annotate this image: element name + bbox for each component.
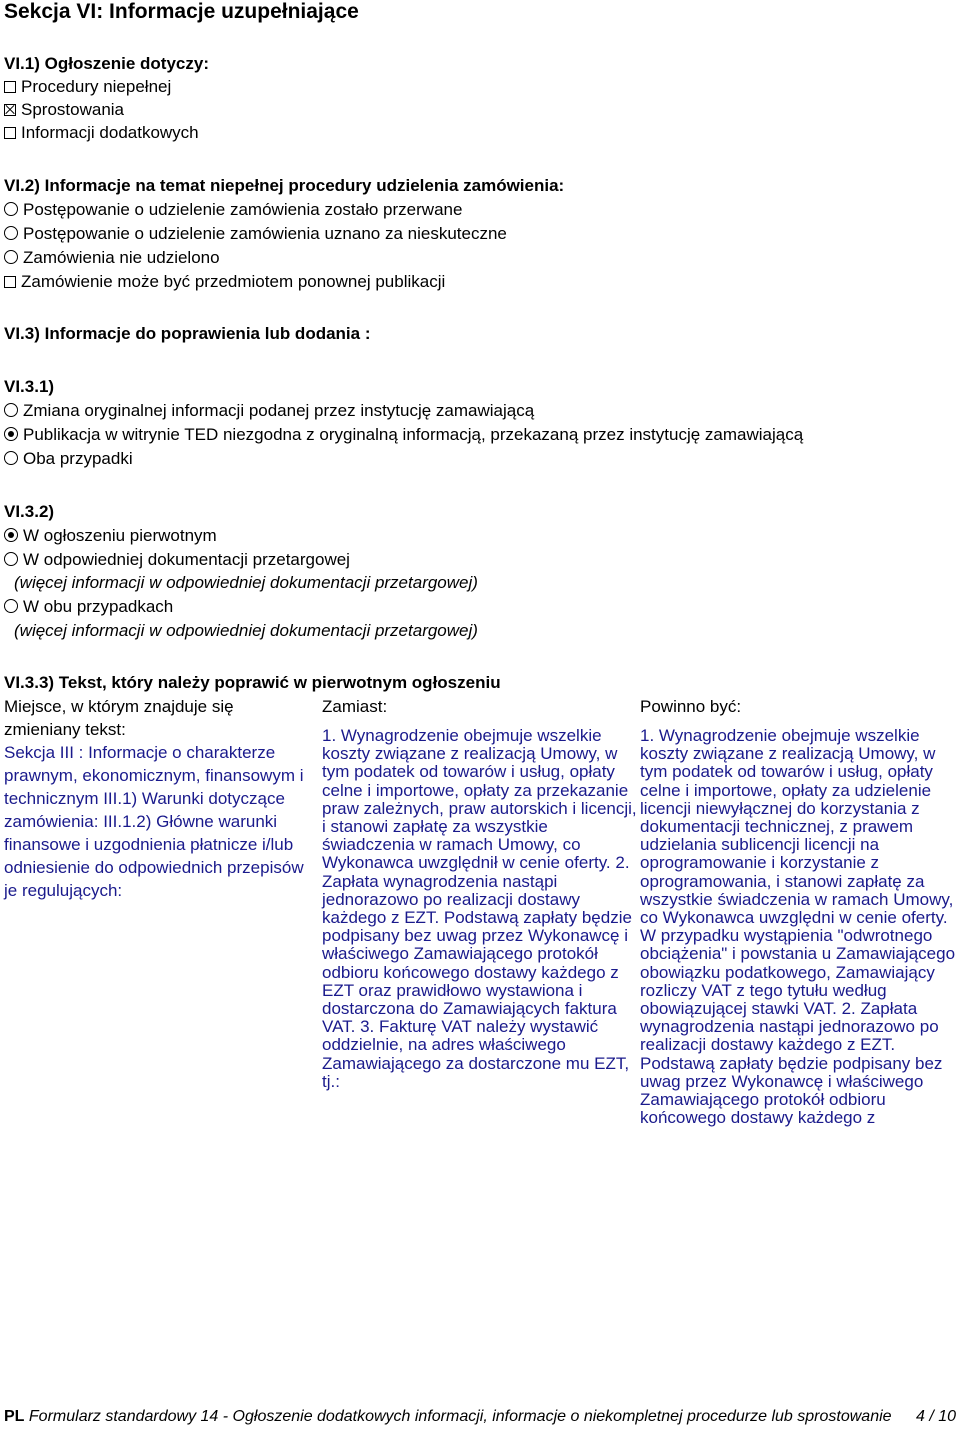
place-text: Sekcja III : Informacje o charakterze prawnym, ekonomicznym, finansowym i technicznym III.1) Warunki dotyczące zamówienia: III.1.2) Główne warunki finansowe i uzgodnienia płatnicze i/lub odniesienie do odpowiednich przepisów je regulujących: [4, 743, 304, 900]
vi32-heading: VI.3.2) [4, 502, 55, 521]
radio-unchecked-icon[interactable] [4, 451, 18, 465]
vi31-option-label: Publikacja w witrynie TED niezgodna z oryginalną informacją, przekazaną przez instytucję zamawiającą [23, 425, 804, 444]
should-text: 1. Wynagrodzenie obejmuje wszelkie koszty związane z realizacją Umowy, w tym podatek od towarów i usług, opłaty celne i importowe, opłaty za udzielenie licencji niewyłącznej do korzystania z dokumentacji technicznej, z prawem udzielania sublicencji licencji na oprogramowanie i korzystanie z oprogramowania, i stanowi zapłatę za wszystkie świadczenia w ramach Umowy, co Wykonawca uwzględni w cenie oferty. W przypadku wystąpienia "odwrotnego obciążenia" i powstania u Zamawiającego obowiązku podatkowego, Zamawiający rozliczy VAT z tego tytułu według obowiązującej stawki VAT. 2. Zapłata wynagrodzenia nastąpi jednorazowo po realizacji dostawy każdego z EZT. Podstawą zapłaty będzie podpisany bez uwag przez Wykonawcę i właściwego Zamawiającego protokół odbioru końcowego dostawy każdego z [640, 726, 956, 1128]
page-footer [4, 1407, 956, 1427]
vi32-radio-oba[interactable] [4, 597, 173, 617]
vi1-option-procedury[interactable] [4, 77, 171, 97]
section-title: Sekcja VI: Informacje uzupełniające [4, 0, 359, 23]
footer-page-number: 4 / 10 [915, 1408, 956, 1425]
vi2-heading: VI.2) Informacje na temat niepełnej procedury udzielenia zamówienia: [4, 176, 565, 195]
vi2-radio-nie-udzielono[interactable] [4, 248, 220, 268]
checkbox-checked-icon[interactable] [4, 104, 16, 116]
checkbox-unchecked-icon[interactable] [4, 127, 16, 139]
vi33-heading: VI.3.3) Tekst, który należy poprawić w pierwotnym ogłoszeniu [4, 673, 501, 692]
vi1-option-sprostowania[interactable] [4, 100, 124, 120]
instead-text: 1. Wynagrodzenie obejmuje wszelkie koszty związane z realizacją Umowy, w tym podatek od towarów i usług, opłaty celne i importowe, opłaty za przekazanie praw zależnych, praw autorskich i licencji, i stanowi zapłatę za wszystkie świadczenia w ramach Umowy, co Wykonawca uwzględnił w cenie oferty. 2. Zapłata wynagrodzenia nastąpi jednorazowo po realizacji dostawy każdego z EZT. Podstawą zapłaty będzie podpisany bez uwag przez Wykonawcę i właściwego Zamawiającego protokół odbioru końcowego dostawy każdego z EZT oraz prawidłowo wystawiona i dostarczona do Zamawiających faktura VAT. 3. Fakturę VAT należy wystawić oddzielnie, na adres właściwego Zamawiającego za dostarczone mu EZT, tj.: [322, 726, 637, 1091]
vi2-radio-nieskuteczne[interactable] [4, 224, 507, 244]
vi2-option-label: Postępowanie o udzielenie zamówienia zostało przerwane [23, 200, 463, 219]
col-should-label: Powinno być: [640, 697, 742, 716]
vi32-option-label: W ogłoszeniu pierwotnym [23, 526, 217, 545]
vi1-option-label: Informacji dodatkowych [21, 123, 199, 142]
vi31-heading: VI.3.1) [4, 377, 55, 396]
vi2-option-label: Zamówienie może być przedmiotem ponownej publikacji [21, 272, 446, 291]
radio-checked-icon[interactable] [4, 528, 18, 542]
col-instead-label: Zamiast: [322, 697, 388, 716]
vi3-heading: VI.3) Informacje do poprawienia lub dodania : [4, 324, 371, 343]
vi32-option-label: W odpowiedniej dokumentacji przetargowej [23, 550, 350, 569]
vi32-note-oba: (więcej informacji w odpowiedniej dokumentacji przetargowej) [14, 621, 478, 640]
vi31-radio-oba[interactable] [4, 449, 133, 469]
footer-lang: PL [4, 1408, 25, 1425]
radio-unchecked-icon[interactable] [4, 599, 18, 613]
vi1-option-label: Sprostowania [21, 100, 125, 119]
vi31-radio-publikacja-ted[interactable] [4, 425, 803, 445]
vi32-radio-ogloszenie-pierwotne[interactable] [4, 526, 217, 546]
radio-unchecked-icon[interactable] [4, 403, 18, 417]
checkbox-unchecked-icon[interactable] [4, 81, 16, 93]
vi2-checkbox-ponowna-publikacja[interactable] [4, 272, 445, 292]
vi31-option-label: Oba przypadki [23, 449, 133, 468]
vi1-heading: VI.1) Ogłoszenie dotyczy: [4, 54, 209, 73]
radio-unchecked-icon[interactable] [4, 250, 18, 264]
checkbox-unchecked-icon[interactable] [4, 276, 16, 288]
radio-unchecked-icon[interactable] [4, 552, 18, 566]
vi2-option-label: Zamówienia nie udzielono [23, 248, 220, 267]
col-place-label: Miejsce, w którym znajduje się zmieniany tekst: [4, 697, 234, 739]
vi32-note-dokumentacja: (więcej informacji w odpowiedniej dokumentacji przetargowej) [14, 573, 478, 592]
vi1-option-informacji[interactable] [4, 123, 199, 143]
vi32-option-label: W obu przypadkach [23, 597, 174, 616]
vi2-option-label: Postępowanie o udzielenie zamówienia uznano za nieskuteczne [23, 224, 507, 243]
vi31-option-label: Zmiana oryginalnej informacji podanej przez instytucję zamawiającą [23, 401, 535, 420]
vi32-radio-dokumentacja[interactable] [4, 550, 350, 570]
footer-form-title: Formularz standardowy 14 - Ogłoszenie dodatkowych informacji, informacje o niekompletnej procedurze lub sprostowanie [28, 1408, 892, 1425]
vi2-radio-przerwane[interactable] [4, 200, 462, 220]
radio-unchecked-icon[interactable] [4, 226, 18, 240]
radio-unchecked-icon[interactable] [4, 202, 18, 216]
vi31-radio-zmiana[interactable] [4, 401, 534, 421]
vi1-option-label: Procedury niepełnej [21, 77, 172, 96]
radio-checked-icon[interactable] [4, 427, 18, 441]
